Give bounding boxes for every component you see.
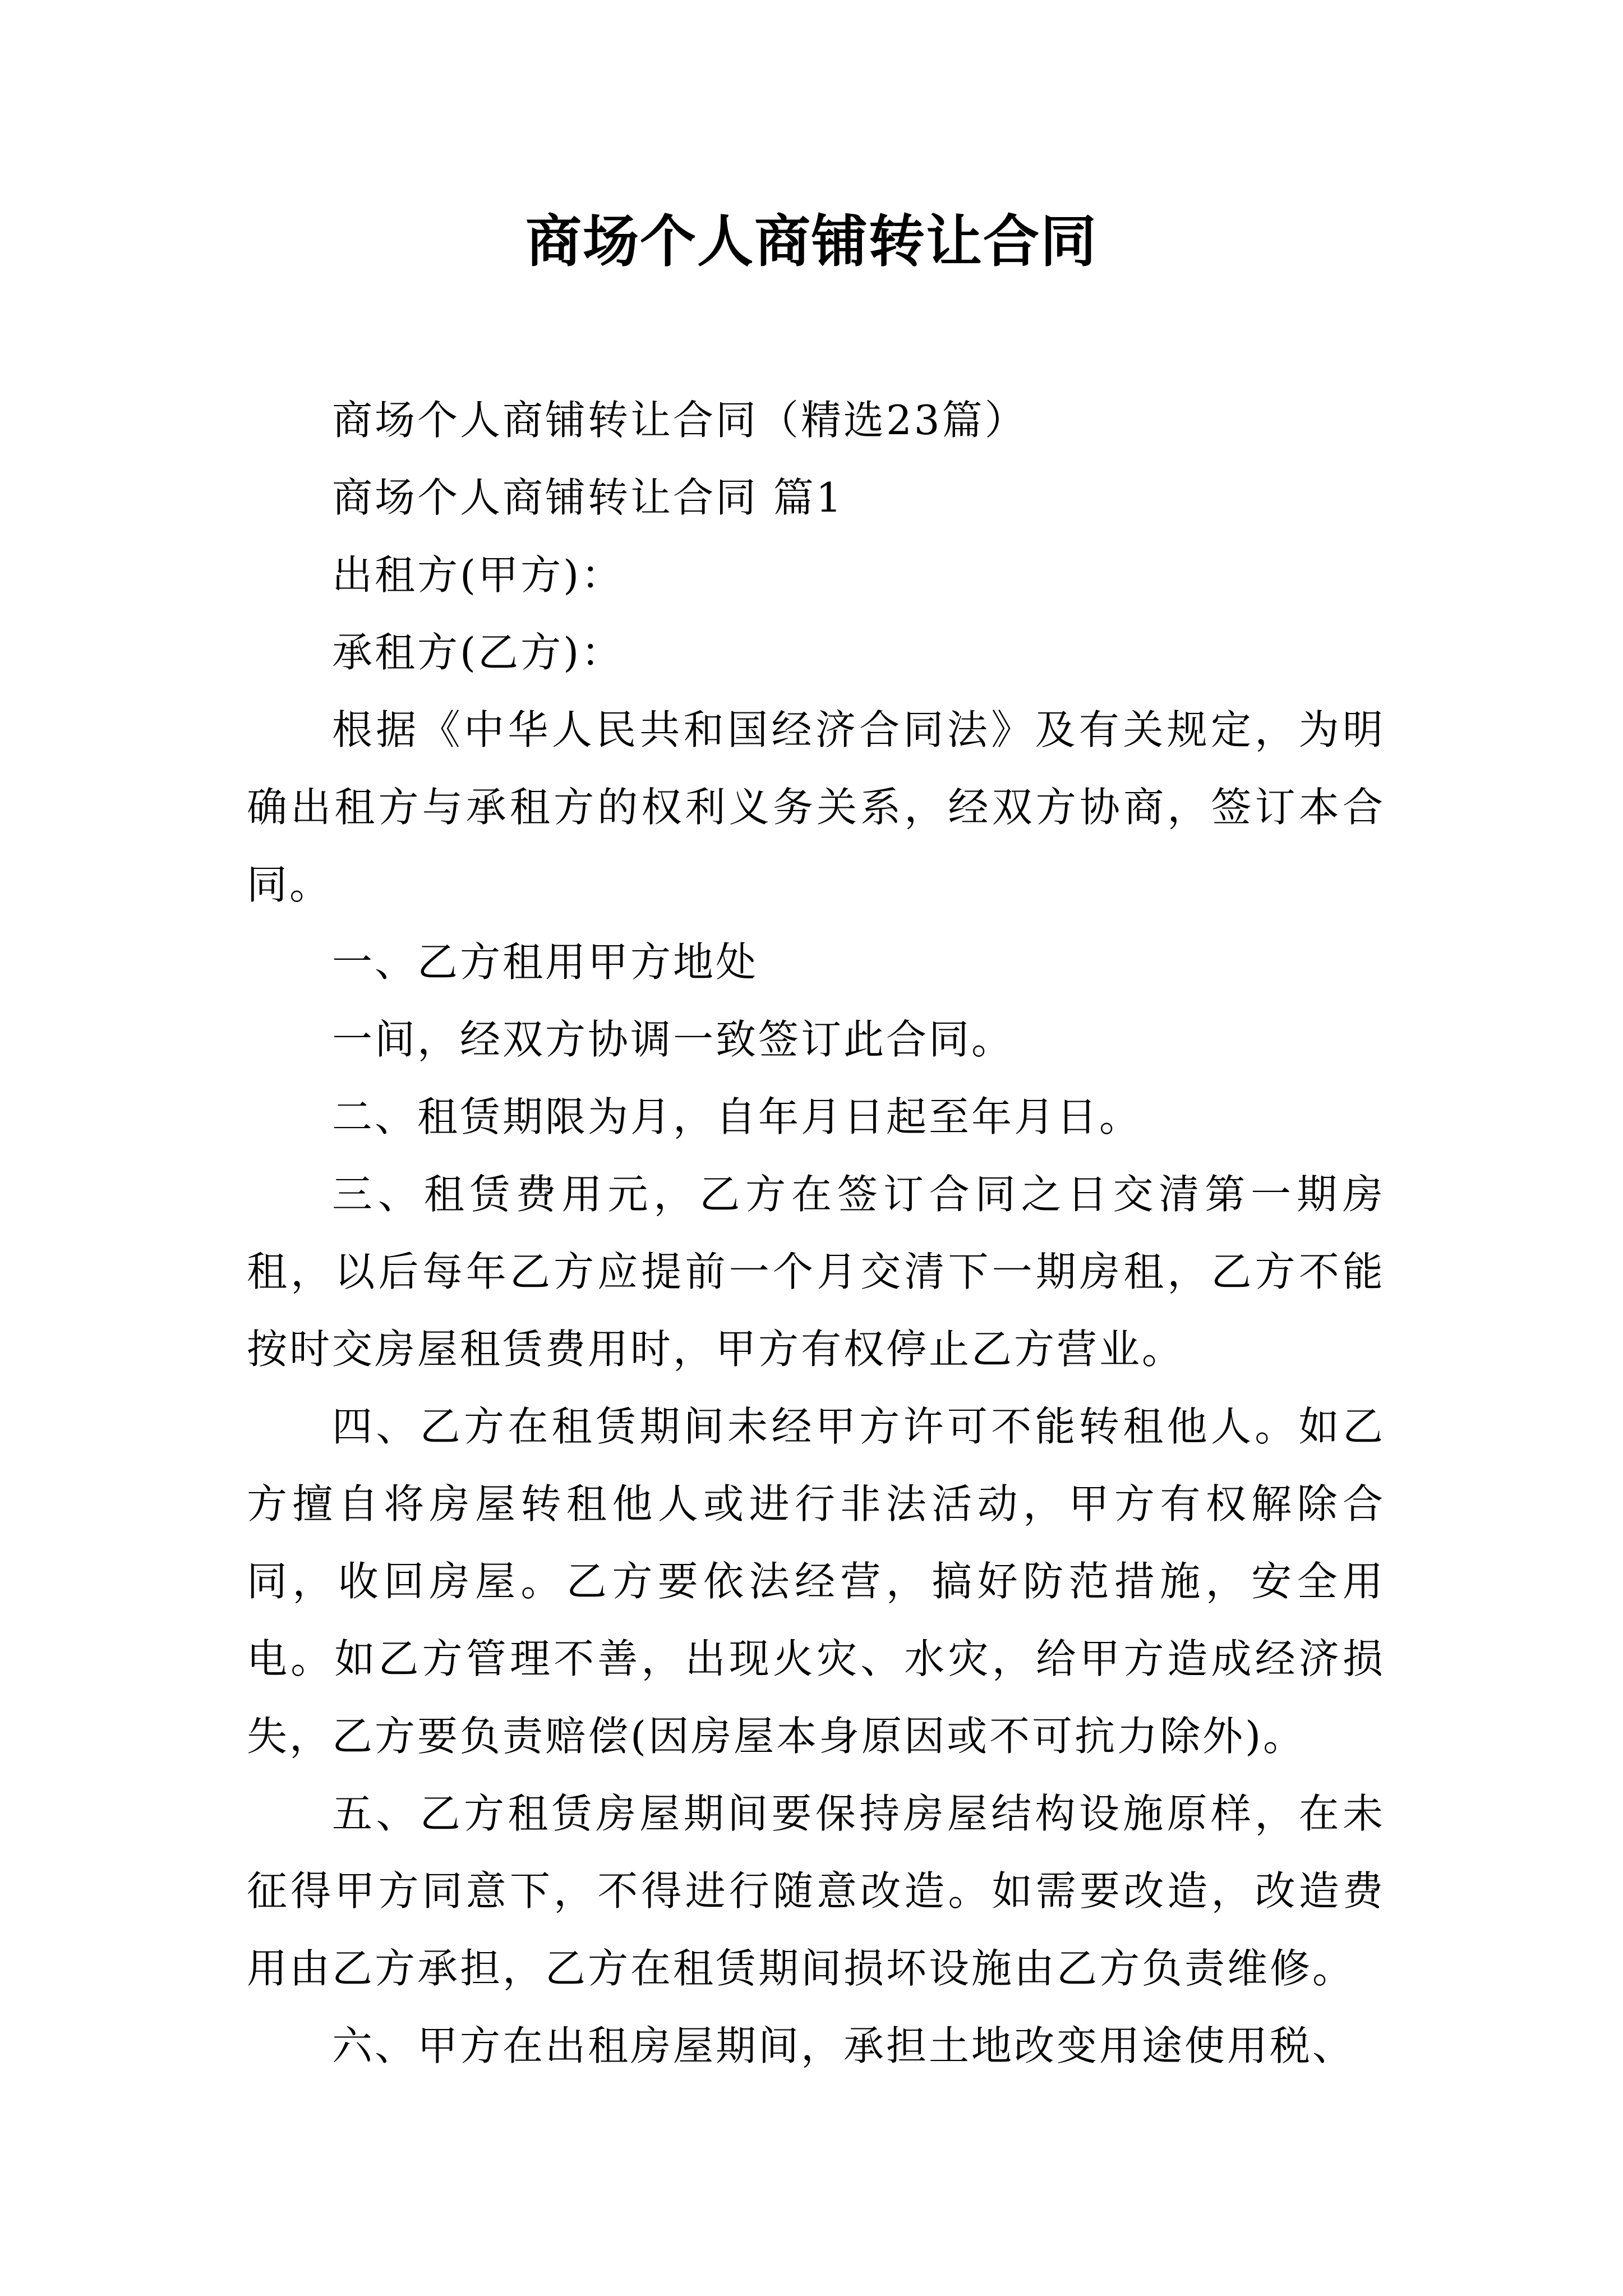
- paragraph-clause-6: 六、甲方在出租房屋期间，承担土地改变用途使用税、: [332, 2022, 1355, 2069]
- paragraph-clause-1: 一、乙方租用甲方地处: [332, 938, 759, 986]
- paragraph-clause-5: 五、乙方租赁房屋期间要保持房屋结构设施原样，在未征得甲方同意下，不得进行随意改造。如需要改造，改造费用由乙方承担，乙方在租赁期间损坏设施由乙方负责维修。: [247, 1790, 1385, 1992]
- paragraph-lessor: 出租方(甲方)：: [332, 551, 624, 599]
- paragraph-clause-1-cont: 一间，经双方协调一致签订此合同。: [332, 1016, 1015, 1063]
- paragraph-clause-3: 三、租赁费用元，乙方在签订合同之日交清第一期房租，以后每年乙方应提前一个月交清下一期房租，乙方不能按时交房屋租赁费用时，甲方有权停止乙方营业。: [247, 1171, 1385, 1373]
- paragraph-preamble: 根据《中华人民共和国经济合同法》及有关规定，为明确出租方与承租方的权利义务关系，经双方协商，签订本合同。: [247, 706, 1385, 908]
- document-title: 商场个人商铺转让合同: [525, 208, 1098, 274]
- paragraph-section-heading: 商场个人商铺转让合同 篇1: [332, 474, 844, 521]
- paragraph-subtitle: 商场个人商铺转让合同（精选23篇）: [332, 397, 1027, 444]
- paragraph-clause-4: 四、乙方在租赁期间未经甲方许可不能转租他人。如乙方擅自将房屋转租他人或进行非法活动，甲方有权解除合同，收回房屋。乙方要依法经营，搞好防范措施，安全用电。如乙方管理不善，出现火灾、水灾，给甲方造成经济损失，乙方要负责赔偿(因房屋本身原因或不可抗力除外)。: [247, 1403, 1385, 1760]
- document-body: [247, 381, 1385, 2085]
- paragraph-lessee: 承租方(乙方)：: [332, 629, 624, 676]
- paragraph-clause-2: 二、租赁期限为月，自年月日起至年月日。: [332, 1093, 1142, 1140]
